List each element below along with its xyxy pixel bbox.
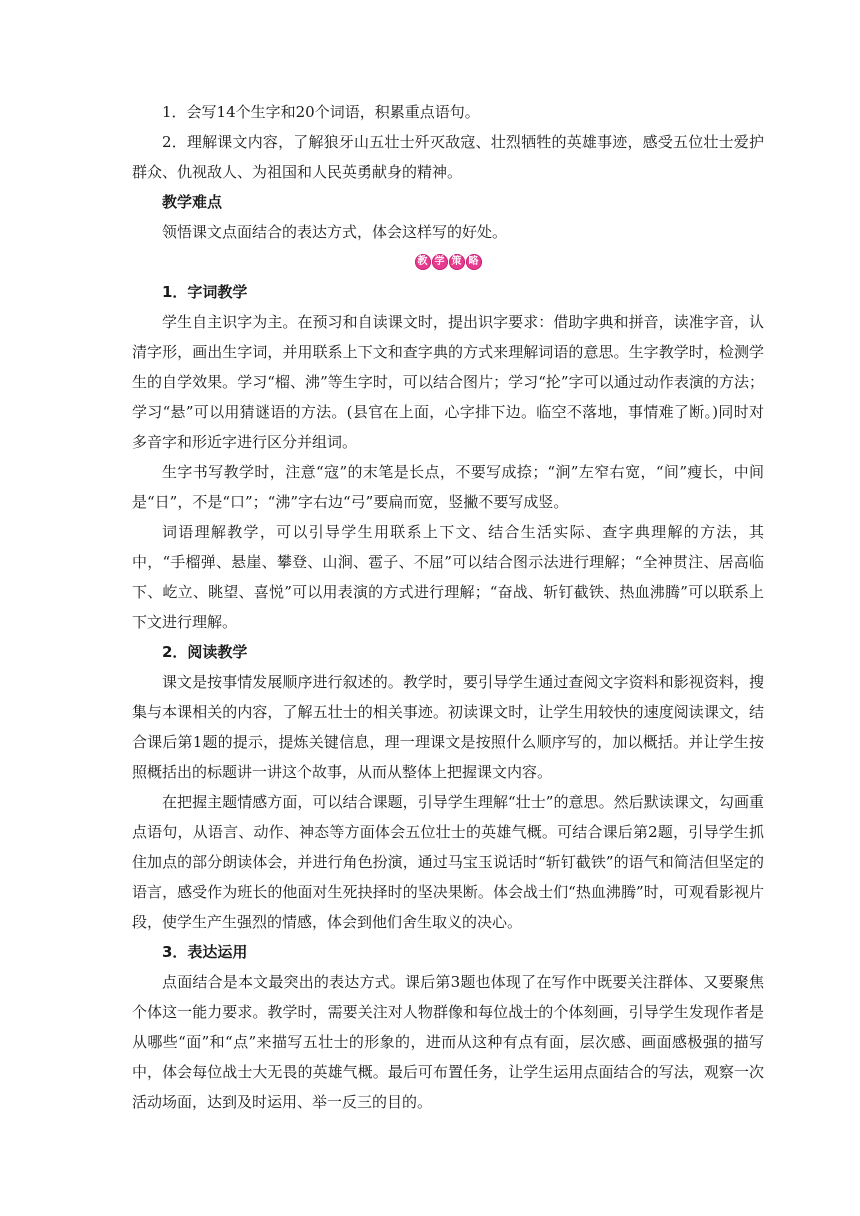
- strategy-banner-char: 教: [415, 254, 431, 270]
- section-heading-vocabulary: 1．字词教学: [162, 283, 248, 301]
- section-paragraph: 课文是按事情发展顺序进行叙述的。教学时，要引导学生通过查阅文字资料和影视资料，搜集与本课相关的内容，了解五壮士的相关事迹。初读课文时，让学生用较快的速度阅读课文，结合课后第1题的提示，提炼关键信息，理一理课文是按照什么顺序写的，加以概括。并让学生按照概括出的标题讲一讲这个故事，从而从整体上把握课文内容。: [132, 673, 764, 781]
- section-paragraph: 在把握主题情感方面，可以结合课题，引导学生理解“壮士”的意思。然后默读课文，勾画重点语句，从语言、动作、神态等方面体会五位壮士的英雄气概。可结合课后第2题，引导学生抓住加点的部分朗读体会，并进行角色扮演，通过马宝玉说话时“斩钉截铁”的语气和简洁但坚定的语言，感受作为班长的他面对生死抉择时的坚决果断。体会战士们“热血沸腾”时，可观看影视片段，使学生产生强烈的情感，体会到他们舍生取义的决心。: [132, 793, 764, 931]
- section-paragraph: 词语理解教学，可以引导学生用联系上下文、结合生活实际、查字典理解的方法，其中，“手榴弹、悬崖、攀登、山涧、雹子、不屈”可以结合图示法进行理解；“全神贯注、居高临下、屹立、眺望、喜悦”可以用表演的方式进行理解；“奋战、斩钉截铁、热血沸腾”可以联系上下文进行理解。: [132, 523, 764, 631]
- section-paragraph: 点面结合是本文最突出的表达方式。课后第3题也体现了在写作中既要关注群体、又要聚焦个体这一能力要求。教学时，需要关注对人物群像和每位战士的个体刻画，引导学生发现作者是从哪些“面”和“点”来描写五壮士的形象的，进而从这种有点有面，层次感、画面感极强的描写中，体会每位战士大无畏的英雄气概。最后可布置任务，让学生运用点面结合的写法，观察一次活动场面，达到及时运用、举一反三的目的。: [132, 973, 764, 1111]
- strategy-banner-char: 学: [432, 254, 448, 270]
- strategy-banner-char: 略: [466, 254, 482, 270]
- document-body: [132, 97, 764, 1117]
- strategy-banner-char: 策: [449, 254, 465, 270]
- strategy-banner: [132, 247, 764, 277]
- section-paragraph: 学生自主识字为主。在预习和自读课文时，提出识字要求：借助字典和拼音，读准字音，认清字形，画出生字词，并用联系上下文和查字典的方式来理解词语的意思。生字教学时，检测学生的自学效果。学习“榴、沸”等生字时，可以结合图片；学习“抡”字可以通过动作表演的方法；学习“悬”可以用猜谜语的方法。(县官在上面，心字排下边。临空不落地，事情难了断。)同时对多音字和形近字进行区分并组词。: [132, 313, 764, 451]
- section-heading-expression: 3．表达运用: [162, 943, 248, 961]
- section-heading-reading: 2．阅读教学: [162, 643, 248, 661]
- section-paragraph: 生字书写教学时，注意“寇”的末笔是长点，不要写成捺；“涧”左窄右宽，“间”瘦长，中间是“日”，不是“口”；“沸”字右边“弓”要扁而宽，竖撇不要写成竖。: [132, 463, 764, 511]
- difficulty-heading: 教学难点: [162, 193, 223, 211]
- difficulty-text: 领悟课文点面结合的表达方式，体会这样写的好处。: [162, 223, 508, 241]
- objective-1: 1．会写14个生字和20个词语，积累重点语句。: [162, 103, 480, 121]
- objective-2: 2．理解课文内容，了解狼牙山五壮士歼灭敌寇、壮烈牺牲的英雄事迹，感受五位壮士爱护群众、仇视敌人、为祖国和人民英勇献身的精神。: [132, 133, 764, 181]
